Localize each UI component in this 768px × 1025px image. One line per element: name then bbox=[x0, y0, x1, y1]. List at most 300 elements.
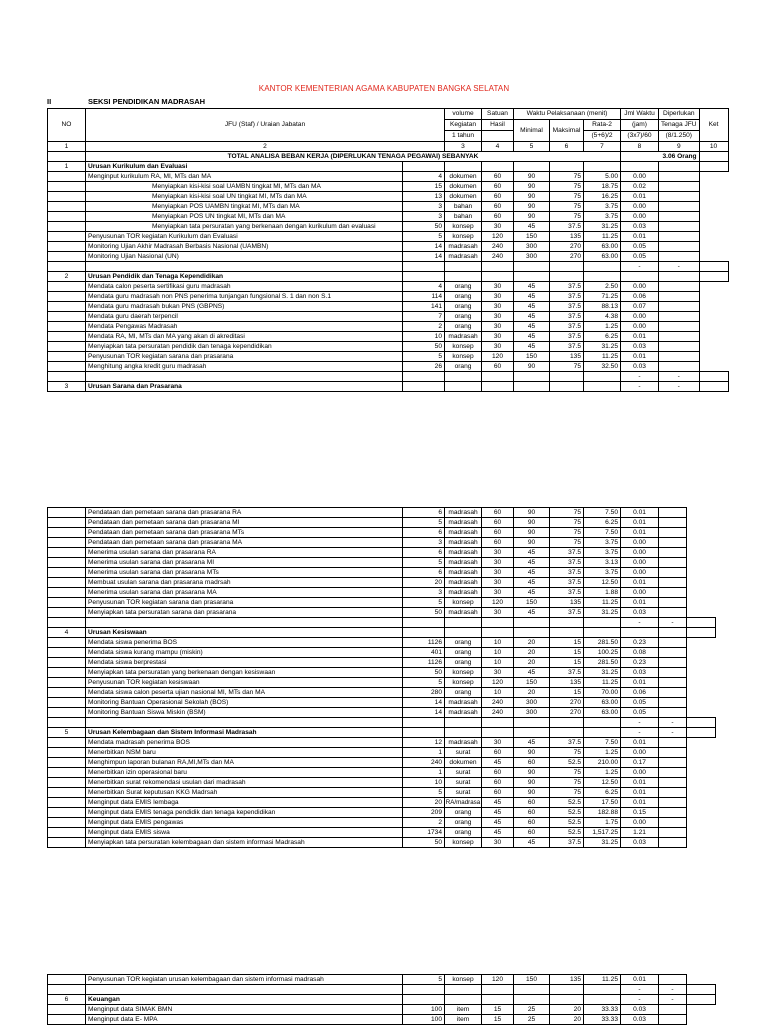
table-row bbox=[48, 242, 729, 252]
no-cell bbox=[48, 648, 86, 658]
satuan-cell: orang bbox=[445, 302, 482, 312]
activity-cell: Menyiapkan kisi-kisi soal UN tingkat MI, MTs dan MA bbox=[86, 192, 403, 202]
ket-cell bbox=[687, 628, 716, 638]
jml-cell: - bbox=[621, 718, 659, 728]
ket-cell bbox=[659, 838, 687, 848]
ket-cell bbox=[699, 372, 728, 382]
ket-cell bbox=[659, 668, 687, 678]
satuan-cell: orang bbox=[445, 322, 482, 332]
ket-cell bbox=[659, 638, 687, 648]
volume-cell: 15 bbox=[403, 182, 445, 192]
minimal-cell: 30 bbox=[482, 322, 514, 332]
volume-cell: 6 bbox=[403, 568, 445, 578]
maksimal-cell: 90 bbox=[514, 538, 550, 548]
header-volume-1: volume bbox=[445, 109, 482, 120]
minimal-cell: 60 bbox=[482, 508, 514, 518]
table-row bbox=[48, 768, 716, 778]
jml-cell: 12.50 bbox=[584, 578, 621, 588]
minimal-cell: 60 bbox=[482, 212, 514, 222]
header-diperlukan-1: Diperlukan bbox=[659, 109, 700, 120]
maksimal-cell: 45 bbox=[514, 222, 550, 232]
rata-cell: 37.5 bbox=[550, 838, 584, 848]
satuan-cell: surat bbox=[445, 748, 482, 758]
header-waktu: Waktu Pelaksanaan (menit) bbox=[514, 109, 621, 120]
table-row bbox=[48, 668, 716, 678]
volume-cell: 5 bbox=[403, 518, 445, 528]
rata-cell: 135 bbox=[550, 352, 584, 362]
activity-cell: Menerbitkan NSM baru bbox=[86, 748, 403, 758]
table-row bbox=[48, 658, 716, 668]
table-row bbox=[48, 282, 729, 292]
diperlukan-cell: 0.00 bbox=[621, 538, 659, 548]
activity-cell: Menginput data EMIS siswa bbox=[86, 828, 403, 838]
jml-cell: 1.75 bbox=[584, 818, 621, 828]
table-row bbox=[48, 588, 716, 598]
diperlukan-cell: 0.07 bbox=[621, 302, 659, 312]
volume-cell: 114 bbox=[403, 292, 445, 302]
volume-cell: 5 bbox=[403, 558, 445, 568]
diperlukan-cell: 0.17 bbox=[621, 758, 659, 768]
minimal-cell: 30 bbox=[482, 588, 514, 598]
total-row bbox=[48, 152, 729, 162]
colnum: 10 bbox=[699, 142, 728, 152]
ket-cell bbox=[659, 192, 700, 202]
empty-cell bbox=[584, 272, 621, 282]
diperlukan-cell: 0.05 bbox=[621, 698, 659, 708]
no-cell bbox=[48, 768, 86, 778]
minimal-cell: 30 bbox=[482, 282, 514, 292]
no-cell bbox=[48, 212, 86, 222]
diperlukan-cell: 0.00 bbox=[621, 748, 659, 758]
rata-cell: 75 bbox=[550, 778, 584, 788]
no-cell bbox=[48, 698, 86, 708]
satuan-cell: orang bbox=[445, 292, 482, 302]
empty-cell bbox=[550, 372, 584, 382]
section-row bbox=[48, 272, 729, 282]
rata-cell: 37.5 bbox=[550, 668, 584, 678]
jml-cell: 31.25 bbox=[584, 608, 621, 618]
empty-cell bbox=[514, 382, 550, 392]
satuan-cell: item bbox=[445, 1015, 482, 1025]
section-number-cell: 1 bbox=[48, 162, 86, 172]
no-cell bbox=[48, 252, 86, 262]
activity-cell: Mendata guru madrasah non PNS penerima tunjangan fungsional S. 1 dan non S.1 bbox=[86, 292, 403, 302]
satuan-cell: madrasah bbox=[445, 548, 482, 558]
rata-cell: 37.5 bbox=[550, 332, 584, 342]
satuan-cell: konsep bbox=[445, 222, 482, 232]
jml-cell: 281.50 bbox=[584, 638, 621, 648]
rata-cell: 75 bbox=[550, 538, 584, 548]
colnum: 6 bbox=[550, 142, 584, 152]
no-cell bbox=[48, 172, 86, 182]
jml-cell: 3.75 bbox=[584, 212, 621, 222]
no-cell bbox=[48, 332, 86, 342]
empty-cell bbox=[514, 618, 550, 628]
jml-cell: 100.25 bbox=[584, 648, 621, 658]
volume-cell: 1 bbox=[403, 768, 445, 778]
maksimal-cell: 300 bbox=[514, 698, 550, 708]
rata-cell: 75 bbox=[550, 528, 584, 538]
empty-cell bbox=[514, 995, 550, 1005]
empty-cell bbox=[445, 162, 482, 172]
activity-cell: Mendata Pengawas Madrasah bbox=[86, 322, 403, 332]
jml-cell: 18.75 bbox=[584, 182, 621, 192]
ket-cell bbox=[659, 828, 687, 838]
activity-cell: Menerima usulan sarana dan prasarana MA bbox=[86, 588, 403, 598]
header-no: NO bbox=[48, 109, 86, 142]
satuan-cell: madrasah bbox=[445, 568, 482, 578]
volume-cell: 5 bbox=[403, 232, 445, 242]
minimal-cell: 120 bbox=[482, 232, 514, 242]
ket-cell bbox=[659, 312, 700, 322]
ket-cell bbox=[659, 222, 700, 232]
no-cell bbox=[48, 302, 86, 312]
section-row bbox=[48, 728, 716, 738]
volume-cell: 100 bbox=[403, 1005, 445, 1015]
ket-cell bbox=[659, 342, 700, 352]
maksimal-cell: 45 bbox=[514, 568, 550, 578]
activity-cell: Mendata RA, MI, MTs dan MA yang akan di akreditasi bbox=[86, 332, 403, 342]
colnum: 1 bbox=[48, 142, 86, 152]
ket-cell bbox=[659, 798, 687, 808]
diperlukan-cell: - bbox=[659, 718, 687, 728]
empty-cell bbox=[584, 162, 621, 172]
section-number-cell: 4 bbox=[48, 628, 86, 638]
no-cell bbox=[48, 758, 86, 768]
section-name-cell: Urusan Sarana dan Prasarana bbox=[86, 382, 403, 392]
empty-cell bbox=[445, 382, 482, 392]
rata-cell: 37.5 bbox=[550, 292, 584, 302]
empty-cell bbox=[550, 628, 584, 638]
ket-cell bbox=[659, 332, 700, 342]
ket-cell bbox=[659, 242, 700, 252]
rata-cell: 37.5 bbox=[550, 578, 584, 588]
table-row bbox=[48, 342, 729, 352]
empty-cell bbox=[445, 372, 482, 382]
empty-cell bbox=[584, 628, 621, 638]
header-jml-3: (3x7)/60 bbox=[621, 131, 659, 142]
jml-cell: 33.33 bbox=[584, 1015, 621, 1025]
rata-cell: 37.5 bbox=[550, 302, 584, 312]
satuan-cell: madrasah bbox=[445, 558, 482, 568]
jml-cell: 2.50 bbox=[584, 282, 621, 292]
jml-cell: 1.25 bbox=[584, 322, 621, 332]
volume-cell: 3 bbox=[403, 538, 445, 548]
jml-cell: - bbox=[621, 728, 659, 738]
section-name-cell: Urusan Pendidik dan Tenaga Kependidikan bbox=[86, 272, 403, 282]
table-row bbox=[48, 748, 716, 758]
volume-cell: 5 bbox=[403, 975, 445, 985]
minimal-cell: 60 bbox=[482, 528, 514, 538]
empty-cell bbox=[86, 618, 403, 628]
no-cell bbox=[48, 668, 86, 678]
diperlukan-cell: 0.05 bbox=[621, 708, 659, 718]
empty-cell bbox=[482, 985, 514, 995]
rata-cell: 75 bbox=[550, 788, 584, 798]
empty-cell bbox=[403, 272, 445, 282]
satuan-cell: orang bbox=[445, 282, 482, 292]
empty-cell bbox=[514, 262, 550, 272]
diperlukan-cell: 0.01 bbox=[621, 332, 659, 342]
minimal-cell: 120 bbox=[482, 352, 514, 362]
colnum: 3 bbox=[445, 142, 482, 152]
jml-cell: - bbox=[621, 618, 659, 628]
empty-cell bbox=[514, 728, 550, 738]
table-row bbox=[48, 798, 716, 808]
volume-cell: 209 bbox=[403, 808, 445, 818]
no-cell bbox=[48, 748, 86, 758]
satuan-cell: konsep bbox=[445, 975, 482, 985]
jml-cell: 1.25 bbox=[584, 768, 621, 778]
empty-cell bbox=[445, 995, 482, 1005]
table-row bbox=[48, 778, 716, 788]
activity-cell: Pendataan dan pemetaan sarana dan prasarana MTs bbox=[86, 528, 403, 538]
empty-cell bbox=[584, 985, 621, 995]
activity-cell: Mendata calon peserta sertifikasi guru madrasah bbox=[86, 282, 403, 292]
empty-cell bbox=[48, 618, 86, 628]
workload-table-part-2 bbox=[47, 507, 716, 848]
rata-cell: 75 bbox=[550, 172, 584, 182]
colnum: 7 bbox=[584, 142, 621, 152]
maksimal-cell: 45 bbox=[514, 738, 550, 748]
diperlukan-cell: 0.03 bbox=[621, 668, 659, 678]
empty-cell bbox=[48, 372, 86, 382]
activity-cell: Monitoring Ujian Akhir Madrasah Berbasis Nasional (UAMBN) bbox=[86, 242, 403, 252]
no-cell bbox=[48, 638, 86, 648]
ket-cell bbox=[687, 718, 716, 728]
satuan-cell: bahan bbox=[445, 202, 482, 212]
volume-cell: 401 bbox=[403, 648, 445, 658]
header-satuan-2: Hasil bbox=[482, 120, 514, 131]
no-cell bbox=[48, 588, 86, 598]
ket-cell bbox=[659, 658, 687, 668]
section-row bbox=[48, 382, 729, 392]
section-name-cell: Keuangan bbox=[86, 995, 403, 1005]
no-cell bbox=[48, 342, 86, 352]
maksimal-cell: 20 bbox=[514, 688, 550, 698]
activity-cell: Menginput data SIMAK BMN bbox=[86, 1005, 403, 1015]
rata-cell: 15 bbox=[550, 648, 584, 658]
rata-cell: 37.5 bbox=[550, 342, 584, 352]
rata-cell: 135 bbox=[550, 678, 584, 688]
diperlukan-cell: 0.01 bbox=[621, 508, 659, 518]
table-row bbox=[48, 332, 729, 342]
table-row bbox=[48, 788, 716, 798]
table-row bbox=[48, 698, 716, 708]
activity-cell: Pendataan dan pemetaan sarana dan prasarana MI bbox=[86, 518, 403, 528]
volume-cell: 5 bbox=[403, 678, 445, 688]
section-name-cell: Urusan Kurikulum dan Evaluasi bbox=[86, 162, 403, 172]
diperlukan-cell: 0.00 bbox=[621, 212, 659, 222]
minimal-cell: 10 bbox=[482, 648, 514, 658]
rata-cell: 75 bbox=[550, 202, 584, 212]
maksimal-cell: 90 bbox=[514, 518, 550, 528]
jml-cell: 3.75 bbox=[584, 548, 621, 558]
maksimal-cell: 90 bbox=[514, 788, 550, 798]
volume-cell: 50 bbox=[403, 222, 445, 232]
section-row bbox=[48, 995, 716, 1005]
jml-cell: 17.50 bbox=[584, 798, 621, 808]
maksimal-cell: 90 bbox=[514, 748, 550, 758]
activity-cell: Penyusunan TOR kegiatan urusan kelembagaan dan sistem informasi madrasah bbox=[86, 975, 403, 985]
no-cell bbox=[48, 232, 86, 242]
satuan-cell: surat bbox=[445, 778, 482, 788]
empty-cell bbox=[445, 985, 482, 995]
satuan-cell: dokumen bbox=[445, 182, 482, 192]
table-row bbox=[48, 738, 716, 748]
jml-cell: 3.75 bbox=[584, 568, 621, 578]
column-number-row bbox=[48, 142, 729, 152]
no-cell bbox=[48, 312, 86, 322]
no-cell bbox=[48, 578, 86, 588]
maksimal-cell: 45 bbox=[514, 282, 550, 292]
maksimal-cell: 25 bbox=[514, 1015, 550, 1025]
volume-cell: 12 bbox=[403, 738, 445, 748]
activity-cell: Penyusunan TOR kegiatan Kurikulum dan Evaluasi bbox=[86, 232, 403, 242]
no-cell bbox=[48, 818, 86, 828]
diperlukan-cell: 0.00 bbox=[621, 768, 659, 778]
maksimal-cell: 45 bbox=[514, 608, 550, 618]
table-row bbox=[48, 558, 716, 568]
diperlukan-cell: 0.01 bbox=[621, 798, 659, 808]
volume-cell: 1 bbox=[403, 748, 445, 758]
diperlukan-cell: 0.06 bbox=[621, 688, 659, 698]
rata-cell: 15 bbox=[550, 688, 584, 698]
empty-cell bbox=[445, 262, 482, 272]
volume-cell: 50 bbox=[403, 608, 445, 618]
header-diperlukan-2: Tenaga JFU bbox=[659, 120, 700, 131]
table-row bbox=[48, 1015, 716, 1025]
activity-cell: Menginput data EMIS tenaga pendidik dan tenaga kependidikan bbox=[86, 808, 403, 818]
ket-cell bbox=[699, 262, 728, 272]
empty-cell bbox=[550, 162, 584, 172]
diperlukan-cell: 0.15 bbox=[621, 808, 659, 818]
jml-cell: 6.25 bbox=[584, 332, 621, 342]
rata-cell: 270 bbox=[550, 252, 584, 262]
volume-cell: 6 bbox=[403, 528, 445, 538]
colnum: 2 bbox=[86, 142, 445, 152]
empty-cell bbox=[482, 628, 514, 638]
jml-cell: 1.88 bbox=[584, 588, 621, 598]
activity-cell: Penyusunan TOR kegiatan sarana dan prasarana bbox=[86, 352, 403, 362]
minimal-cell: 60 bbox=[482, 538, 514, 548]
no-cell bbox=[48, 568, 86, 578]
minimal-cell: 30 bbox=[482, 668, 514, 678]
empty-cell bbox=[584, 718, 621, 728]
satuan-cell: madrasah bbox=[445, 578, 482, 588]
diperlukan-cell: 0.05 bbox=[621, 252, 659, 262]
header-satuan-1: Satuan bbox=[482, 109, 514, 120]
total-value: 3.06 Orang bbox=[621, 152, 700, 162]
diperlukan-cell: - bbox=[659, 382, 700, 392]
activity-cell: Menginput data E- MPA bbox=[86, 1015, 403, 1025]
ket-cell bbox=[659, 362, 700, 372]
header-rata-1: Rata-2 bbox=[584, 120, 621, 131]
jml-cell: 11.25 bbox=[584, 678, 621, 688]
jml-cell: 1,517.25 bbox=[584, 828, 621, 838]
section-number: II bbox=[47, 97, 52, 106]
maksimal-cell: 45 bbox=[514, 558, 550, 568]
jml-cell: - bbox=[621, 985, 659, 995]
satuan-cell: madrasah bbox=[445, 538, 482, 548]
rata-cell: 52.5 bbox=[550, 828, 584, 838]
activity-cell: Menyiapkan tata persuratan pendidik dan tenaga kependidikan bbox=[86, 342, 403, 352]
volume-cell: 3 bbox=[403, 588, 445, 598]
jml-cell: 7.50 bbox=[584, 528, 621, 538]
spacer-row bbox=[48, 718, 716, 728]
activity-cell: Menghimpun laporan bulanan RA,MI,MTs dan MA bbox=[86, 758, 403, 768]
volume-cell: 10 bbox=[403, 778, 445, 788]
jml-cell: 31.25 bbox=[584, 838, 621, 848]
volume-cell: 3 bbox=[403, 202, 445, 212]
empty-cell bbox=[482, 272, 514, 282]
empty-cell bbox=[584, 618, 621, 628]
diperlukan-cell: 0.00 bbox=[621, 322, 659, 332]
diperlukan-cell: 0.01 bbox=[621, 778, 659, 788]
activity-cell: Menyiapkan tata persuratan yang berkenaan dengan kesiswaan bbox=[86, 668, 403, 678]
rata-cell: 37.5 bbox=[550, 558, 584, 568]
ket-cell bbox=[659, 688, 687, 698]
jml-cell: 71.25 bbox=[584, 292, 621, 302]
rata-cell: 20 bbox=[550, 1005, 584, 1015]
empty-cell bbox=[445, 728, 482, 738]
jml-cell: 11.25 bbox=[584, 598, 621, 608]
section-number-cell: 5 bbox=[48, 728, 86, 738]
table-row bbox=[48, 678, 716, 688]
ket-cell bbox=[659, 212, 700, 222]
rata-cell: 52.5 bbox=[550, 808, 584, 818]
activity-cell: Membuat usulan sarana dan prasarana madrsah bbox=[86, 578, 403, 588]
activity-cell: Menerbitkan Surat keputusan KKG Madrsah bbox=[86, 788, 403, 798]
rata-cell: 75 bbox=[550, 748, 584, 758]
ket-cell bbox=[699, 382, 728, 392]
no-cell bbox=[48, 658, 86, 668]
minimal-cell: 30 bbox=[482, 568, 514, 578]
satuan-cell: orang bbox=[445, 818, 482, 828]
maksimal-cell: 45 bbox=[514, 838, 550, 848]
empty-cell bbox=[482, 728, 514, 738]
no-cell bbox=[48, 608, 86, 618]
no-cell bbox=[48, 1015, 86, 1025]
rata-cell: 37.5 bbox=[550, 548, 584, 558]
minimal-cell: 30 bbox=[482, 738, 514, 748]
volume-cell: 2 bbox=[403, 322, 445, 332]
volume-cell: 20 bbox=[403, 578, 445, 588]
activity-cell: Penyusunan TOR kegiatan kesiswaan bbox=[86, 678, 403, 688]
satuan-cell: orang bbox=[445, 808, 482, 818]
activity-cell: Menerima usulan sarana dan prasarana MTs bbox=[86, 568, 403, 578]
activity-cell: Monitoring Bantuan Siswa Miskin (BSM) bbox=[86, 708, 403, 718]
empty-cell bbox=[514, 718, 550, 728]
minimal-cell: 45 bbox=[482, 808, 514, 818]
activity-cell: Mendata siswa kurang mampu (miskin) bbox=[86, 648, 403, 658]
ket-cell bbox=[659, 588, 687, 598]
colnum: 4 bbox=[482, 142, 514, 152]
minimal-cell: 45 bbox=[482, 758, 514, 768]
satuan-cell: konsep bbox=[445, 598, 482, 608]
rata-cell: 52.5 bbox=[550, 798, 584, 808]
no-cell bbox=[48, 292, 86, 302]
ket-cell bbox=[659, 232, 700, 242]
minimal-cell: 60 bbox=[482, 778, 514, 788]
jml-cell: - bbox=[621, 995, 659, 1005]
empty-cell bbox=[584, 995, 621, 1005]
jml-cell: 3.13 bbox=[584, 558, 621, 568]
jml-cell: 63.00 bbox=[584, 242, 621, 252]
satuan-cell: RA/madrasa bbox=[445, 799, 481, 806]
table-row bbox=[48, 528, 716, 538]
satuan-cell: madrasah bbox=[445, 738, 482, 748]
